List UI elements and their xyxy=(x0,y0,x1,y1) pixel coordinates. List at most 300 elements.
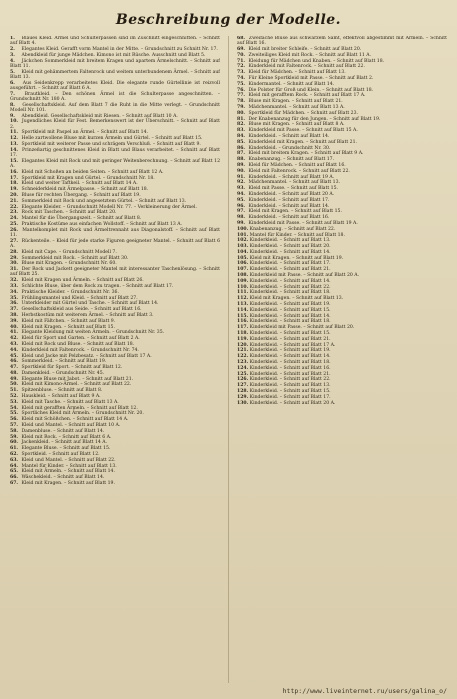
model-entry xyxy=(237,250,447,255)
model-entry xyxy=(10,119,220,129)
model-number: 47. xyxy=(10,365,18,371)
model-entry xyxy=(237,366,447,371)
model-number: 13. xyxy=(10,141,18,147)
model-entry xyxy=(10,36,220,46)
model-entry xyxy=(10,239,220,249)
model-number: 116. xyxy=(237,319,249,325)
model-number: 130. xyxy=(237,400,249,406)
model-description: Mantel für die Übergangszeit. – Schnitt auf Blatt 8. xyxy=(21,216,142,222)
model-number: 59. xyxy=(10,434,18,440)
model-entry xyxy=(10,53,220,58)
model-entry xyxy=(10,336,220,341)
model-description: Mantel für Kinder. – Schnitt auf Blatt 13. xyxy=(21,463,117,469)
model-entry xyxy=(237,331,447,336)
model-number: 83. xyxy=(237,128,245,134)
model-description: Kleid mit Rock und Bluse. – Schnitt auf Blatt 18. xyxy=(21,341,135,347)
model-entry xyxy=(10,354,220,359)
model-description: Kinderkleid. – Schnitt auf Blatt 18. xyxy=(249,290,331,296)
model-description: Blaues Kleid. Ärmel und Schulterpassen sind im Zuschnitt eingeschnitten. – Schnitt auf Blatt 4. xyxy=(10,36,220,47)
model-entry xyxy=(10,250,220,255)
model-number: 61. xyxy=(10,446,18,452)
model-description: Sportkleid mit Kragen und Gürtel. – Grundschnitt Nr. 18. xyxy=(21,175,155,181)
model-number: 15. xyxy=(10,158,18,164)
model-description: Kinderkleid. – Schnitt auf Blatt 18. xyxy=(249,319,331,325)
model-description: Kinderkleid mit Faltenrock. – Grundschnitt Nr. 74. xyxy=(21,347,139,353)
model-description: Kleid mit Ärmeln. – Schnitt auf Blatt 14. xyxy=(21,469,115,475)
model-number: 121. xyxy=(237,348,249,354)
model-description: Kinderkleid. – Schnitt auf Blatt 15. xyxy=(249,331,331,337)
page-title: Beschreibung der Modelle. xyxy=(115,12,342,28)
model-description: Kinderkleid mit Passe. – Schnitt auf Blatt 20 A. xyxy=(249,273,360,279)
model-number: 109. xyxy=(237,278,249,284)
model-entry xyxy=(10,130,220,135)
model-number: 68. xyxy=(237,36,245,41)
model-description: Kinderkleid mit Faltenrock. – Schnitt auf Blatt 22. xyxy=(248,64,365,70)
model-description: Kinderkleid. – Schnitt auf Blatt 22. xyxy=(249,377,331,383)
model-description: Bluse für rechten Übergang. – Schnitt auf Blatt 19. xyxy=(21,192,141,198)
model-entry xyxy=(10,325,220,330)
model-number: 119. xyxy=(237,336,249,342)
model-number: 90. xyxy=(237,168,245,174)
model-entry xyxy=(237,290,447,295)
model-entry xyxy=(237,325,447,330)
model-number: 73. xyxy=(237,70,245,76)
model-number: 14. xyxy=(10,147,18,153)
model-number: 79. xyxy=(237,104,245,110)
model-description: Kleid mit Tasche. – Schnitt auf Blatt 13 A. xyxy=(21,399,119,405)
model-number: 57. xyxy=(10,423,18,429)
model-entry xyxy=(237,47,447,52)
model-description: Kleid und Mantel. – Schnitt auf Blatt 10 A. xyxy=(21,423,121,429)
model-number: 40. xyxy=(10,324,18,330)
model-number: 33. xyxy=(10,283,18,289)
model-number: 10. xyxy=(10,119,18,125)
model-number: 82. xyxy=(237,122,245,128)
model-description: Schneiderkleid mit Ärmelpasse. – Schnitt auf Blatt 18. xyxy=(21,187,149,193)
model-description: Mantelkomplet mit Rock und Ärmeltrennaht aus Diagonalstoff. – Schnitt auf Blatt 11. xyxy=(10,227,220,238)
model-number: 37. xyxy=(10,307,18,313)
model-description: Kinderkleid. – Schnitt auf Blatt 19. xyxy=(249,302,331,308)
model-entry xyxy=(10,70,220,80)
model-number: 52. xyxy=(10,394,18,400)
model-number: 101. xyxy=(237,232,249,238)
model-number: 80. xyxy=(237,110,245,116)
model-description: Abendkleid. Gesellschaftskleid mit Riesen. – Schnitt auf Blatt 10 A. xyxy=(21,113,178,119)
model-description: Kinderkleid. – Schnitt auf Blatt 14. xyxy=(249,313,331,319)
model-entry xyxy=(237,383,447,388)
model-description: Kinderkleid. – Schnitt auf Blatt 22. xyxy=(249,284,331,290)
model-entry xyxy=(237,128,447,133)
model-number: 106. xyxy=(237,261,249,267)
model-number: 58. xyxy=(10,428,18,434)
model-number: 38. xyxy=(10,312,18,318)
model-description: Elegante Kleider. – Grundschnitt Modell Nr. 77. – Verkleinerung der Ärmel. xyxy=(21,204,197,210)
model-entry xyxy=(237,180,447,185)
model-description: Kinderkleid. – Schnitt auf Blatt 20 A. xyxy=(248,191,335,197)
model-entry xyxy=(10,440,220,445)
model-description: Wäschekleid. – Schnitt auf Blatt 14. xyxy=(21,475,105,481)
model-entry xyxy=(237,198,447,203)
model-description: Mantel für Kinder. – Schnitt auf Blatt 18. xyxy=(249,232,345,238)
model-number: 34. xyxy=(10,289,18,295)
model-number: 9. xyxy=(10,113,15,119)
column-divider xyxy=(228,36,229,683)
model-number: 11. xyxy=(10,130,18,136)
model-entry xyxy=(237,53,447,58)
model-entry xyxy=(237,348,447,353)
model-entry xyxy=(10,148,220,158)
model-entry xyxy=(237,88,447,93)
model-description: Praktische Kleider. – Grundschnitt Nr. 36. xyxy=(21,289,119,295)
model-number: 16. xyxy=(10,169,18,175)
model-description: Brautkleid. – Den schönen Ärmel ist die Schulterpasse angeschnitten. – Grundschnitt Nr. 180 A. xyxy=(10,91,220,102)
model-description: Kinderkleid. – Schnitt auf Blatt 14. xyxy=(248,203,330,209)
model-entry xyxy=(10,411,220,416)
model-number: 88. xyxy=(237,157,245,163)
model-description: Kinderkleid. – Grundschnitt Nr. 30. xyxy=(248,145,331,151)
model-description: Prinzeßartig geschnittenes Kleid in Blatt und Blaus verarbeitet. – Schnitt auf Blatt 17. xyxy=(10,147,220,158)
model-number: 70. xyxy=(237,52,245,58)
model-description: Elegante Bluse mit Jabot. – Schnitt auf Blatt 21. xyxy=(21,376,134,382)
model-number: 35. xyxy=(10,295,18,301)
model-description: Sommerkleid. – Schnitt auf Blatt 19. xyxy=(21,359,107,365)
model-description: Kleid mit Kimono-Ärmel. – Schnitt auf Blatt 22. xyxy=(21,382,132,388)
model-description: Sportliches Kleid mit Ärmeln. – Grundschnitt Nr. 20. xyxy=(21,411,144,417)
model-description: Kleid mit Kragen. – Schnitt auf Blatt 15. xyxy=(248,209,342,215)
left-column xyxy=(10,36,220,683)
model-entry xyxy=(10,452,220,457)
model-entry xyxy=(237,140,447,145)
model-number: 64. xyxy=(10,463,18,469)
model-number: 19. xyxy=(10,187,18,193)
model-number: 86. xyxy=(237,145,245,151)
model-entry xyxy=(237,401,447,406)
model-entry xyxy=(237,227,447,232)
model-number: 65. xyxy=(10,469,18,475)
model-number: 18. xyxy=(10,181,18,187)
model-number: 36. xyxy=(10,301,18,307)
model-entry xyxy=(237,389,447,394)
model-description: Zweiteiliges Kleid mit Rock. – Schnitt auf Blatt 11 A. xyxy=(248,52,372,58)
model-description: Kleid mit gerafften Ärmeln. – Schnitt auf Blatt 12. xyxy=(21,405,138,411)
model-entry xyxy=(10,210,220,215)
model-entry xyxy=(10,284,220,289)
model-number: 78. xyxy=(237,99,245,105)
model-description: Zweifache Bluse aus schwarzem Samt, effektvoll abgestimmt mit Ärmeln. – Schnitt auf Blatt 16. xyxy=(237,36,447,47)
model-description: Helle zartwollene Bluse mit kurzen Ärmeln und Gürtel. – Schnitt auf Blatt 15. xyxy=(21,136,203,142)
model-entry xyxy=(237,319,447,324)
model-entry xyxy=(10,267,220,277)
model-entry xyxy=(10,423,220,428)
model-number: 112. xyxy=(237,296,249,302)
model-number: 93. xyxy=(237,186,245,192)
model-number: 56. xyxy=(10,417,18,423)
model-description: Kleid mit gerafftem Rock. – Schnitt auf Blatt 17 A. xyxy=(248,93,366,99)
model-number: 103. xyxy=(237,244,249,250)
model-description: Kleid mit Passe. – Schnitt auf Blatt 15. xyxy=(248,186,338,192)
model-number: 129. xyxy=(237,394,249,400)
model-description: Elegante Kleidung mit weiten Ärmeln. – Grundschnitt Nr. 35. xyxy=(21,330,165,336)
model-entry xyxy=(10,417,220,422)
model-number: 7. xyxy=(10,91,15,97)
model-description: Kleidung für Mädchen und Knaben. – Schnitt auf Blatt 18. xyxy=(248,58,385,64)
model-entry xyxy=(10,342,220,347)
model-description: Knabenanzug. – Schnitt auf Blatt 22. xyxy=(249,226,336,232)
model-number: 115. xyxy=(237,313,249,319)
model-entry xyxy=(10,481,220,486)
model-entry xyxy=(10,159,220,169)
model-entry xyxy=(10,330,220,335)
model-entry xyxy=(237,279,447,284)
model-entry xyxy=(237,377,447,382)
model-number: 77. xyxy=(237,93,245,99)
model-number: 46. xyxy=(10,359,18,365)
model-entry xyxy=(237,302,447,307)
model-entry xyxy=(10,429,220,434)
model-number: 72. xyxy=(237,64,245,70)
model-entry xyxy=(237,157,447,162)
model-entry xyxy=(10,446,220,451)
model-number: 50. xyxy=(10,382,18,388)
model-number: 111. xyxy=(237,290,249,296)
model-number: 108. xyxy=(237,273,249,279)
model-description: Schlichte Bluse, über dem Rock zu tragen. – Schnitt auf Blatt 17. xyxy=(21,283,174,289)
model-description: Kinderkleid. – Schnitt auf Blatt 13. xyxy=(249,383,331,389)
model-number: 104. xyxy=(237,249,249,255)
model-number: 27. xyxy=(10,238,18,244)
model-number: 91. xyxy=(237,174,245,180)
model-number: 21. xyxy=(10,198,18,204)
model-description: Sommerkleid mit Rock und angesetztem Gürtel. – Schnitt auf Blatt 13. xyxy=(21,198,187,204)
model-number: 54. xyxy=(10,405,18,411)
model-entry xyxy=(10,469,220,474)
model-description: Kleid mit Kragen. – Schnitt auf Blatt 19. xyxy=(249,255,344,261)
model-number: 25. xyxy=(10,221,18,227)
model-description: Hauskleid. – Schnitt auf Blatt 9 A. xyxy=(21,394,101,400)
model-number: 48. xyxy=(10,370,18,376)
model-number: 67. xyxy=(10,481,18,487)
model-description: Kinderkleid. – Schnitt auf Blatt 21. xyxy=(249,336,331,342)
model-description: Sportkleid mit weiterer Passe und schrägem Verschluß. – Schnitt auf Blatt 9. xyxy=(21,141,201,147)
model-number: 71. xyxy=(237,58,245,64)
model-entry xyxy=(237,395,447,400)
model-description: Kleid mit Kragen. – Schnitt auf Blatt 15. xyxy=(21,324,115,330)
model-number: 126. xyxy=(237,377,249,383)
model-number: 75. xyxy=(237,81,245,87)
model-entry xyxy=(237,238,447,243)
model-description: Kinderkleid. – Schnitt auf Blatt 14. xyxy=(248,133,330,139)
model-entry xyxy=(237,204,447,209)
model-description: Elegantes Kleid. Gerafft vorm Mantel in der Mitte. – Grundschnitt zu Schnitt Nr. 17. xyxy=(21,47,218,52)
model-entry xyxy=(237,360,447,365)
model-number: 85. xyxy=(237,139,245,145)
model-number: 107. xyxy=(237,267,249,273)
model-number: 12. xyxy=(10,136,18,142)
model-description: Kinderkleid. – Schnitt auf Blatt 17. xyxy=(248,197,330,203)
model-number: 98. xyxy=(237,215,245,221)
model-number: 28. xyxy=(10,249,18,255)
model-entry xyxy=(237,267,447,272)
model-number: 87. xyxy=(237,151,245,157)
model-description: Sportkleid für Mädchen. – Schnitt auf Blatt 23. xyxy=(248,110,358,116)
model-entry xyxy=(10,290,220,295)
model-description: Kindermantel. – Schnitt auf Blatt 14. xyxy=(248,81,335,87)
model-entry xyxy=(10,400,220,405)
model-entry xyxy=(237,36,447,46)
model-number: 127. xyxy=(237,383,249,389)
model-number: 117. xyxy=(237,325,249,331)
right-column xyxy=(237,36,447,683)
model-description: Jäckchen Sommerkleid mit breitem Kragen und apartem Ärmelschnitt. – Schnitt auf Blatt 11. xyxy=(10,58,220,69)
model-entry xyxy=(10,142,220,147)
model-entry xyxy=(10,170,220,175)
model-number: 39. xyxy=(10,318,18,324)
model-entry xyxy=(237,122,447,127)
model-number: 97. xyxy=(237,209,245,215)
model-entry xyxy=(10,216,220,221)
model-entry xyxy=(10,222,220,227)
model-entry xyxy=(10,103,220,113)
model-description: Kinderkleid. – Schnitt auf Blatt 20 A. xyxy=(249,400,336,406)
model-description: Kinderkleid. – Schnitt auf Blatt 17. xyxy=(249,394,331,400)
model-description: Der Knabenanzug für den Jungen. – Schnitt auf Blatt 19. xyxy=(248,116,381,122)
model-description: Gesellschaftskleid. Auf dem Blatt 7 die Ruht in die Mitte verlegt. – Grundschnitt Modell Nr. 101. xyxy=(10,102,220,113)
model-entry xyxy=(237,93,447,98)
model-entry xyxy=(10,313,220,318)
model-description: Kleid mit Kragen. – Schnitt auf Blatt 19. xyxy=(21,481,115,487)
model-number: 113. xyxy=(237,302,249,308)
model-entry xyxy=(10,394,220,399)
model-description: Kinderkleid. – Schnitt auf Blatt 21. xyxy=(249,267,331,273)
model-number: 76. xyxy=(237,87,245,93)
model-entry xyxy=(237,99,447,104)
model-description: Kleid für Sport und Garten. – Schnitt auf Blatt 2 A. xyxy=(21,336,140,342)
model-description: Damenbluse. – Schnitt auf Blatt 14. xyxy=(21,428,105,434)
model-entry xyxy=(237,308,447,313)
model-number: 49. xyxy=(10,376,18,382)
model-number: 55. xyxy=(10,411,18,417)
model-description: Kinderkleid. – Schnitt auf Blatt 21. xyxy=(249,371,331,377)
model-entry xyxy=(237,82,447,87)
model-description: Kinderkleid. – Schnitt auf Blatt 16. xyxy=(248,215,330,221)
source-url[interactable]: http://www.liveinternet.ru/users/galina_o/ xyxy=(282,687,447,695)
model-description: Kleid mit gehämmertem Faltenrock und weitem unterbundenem Ärmel. – Schnitt auf Blatt 13. xyxy=(10,69,220,80)
model-entry xyxy=(10,181,220,186)
model-number: 74. xyxy=(237,75,245,81)
model-number: 42. xyxy=(10,336,18,342)
model-description: Kinderkleid. – Schnitt auf Blatt 15. xyxy=(249,307,331,313)
model-entry xyxy=(10,261,220,266)
model-entry xyxy=(10,382,220,387)
model-number: 94. xyxy=(237,191,245,197)
model-entry xyxy=(10,81,220,91)
model-description: Bluse mit Kragen. – Schnitt auf Blatt 8 A. xyxy=(248,122,345,128)
model-description: Kleid mit breitem Kragen. – Schnitt auf Blatt 9 A. xyxy=(248,151,364,157)
model-description: Kleid und Jacke mit Pelzbesatz. – Schnitt auf Blatt 17 A. xyxy=(21,353,152,359)
model-number: 123. xyxy=(237,360,249,366)
model-description: Kinderkleid. – Schnitt auf Blatt 16. xyxy=(249,365,331,371)
model-description: Kleid mit Rock. – Schnitt auf Blatt 6 A. xyxy=(21,434,112,440)
two-column-layout xyxy=(10,36,447,683)
model-entry xyxy=(10,296,220,301)
model-entry xyxy=(10,348,220,353)
model-number: 96. xyxy=(237,203,245,209)
model-entry xyxy=(237,354,447,359)
model-description: Jackenkleid. – Schnitt auf Blatt 14 A. xyxy=(21,440,108,446)
model-description: Kinderkleid. – Schnitt auf Blatt 18. xyxy=(249,360,331,366)
model-description: Bluse mit Kragen. – Grundschnitt Nr. 60. xyxy=(21,261,117,267)
model-entry xyxy=(10,59,220,69)
model-number: 2. xyxy=(10,47,15,52)
model-entry xyxy=(10,301,220,306)
model-number: 84. xyxy=(237,133,245,139)
model-number: 100. xyxy=(237,226,249,232)
model-number: 31. xyxy=(10,267,18,273)
model-entry xyxy=(237,134,447,139)
model-entry xyxy=(237,296,447,301)
model-number: 66. xyxy=(10,475,18,481)
model-description: Rock mit Taschen. – Schnitt auf Blatt 20. xyxy=(21,210,117,216)
model-number: 24. xyxy=(10,216,18,222)
model-entry xyxy=(10,228,220,238)
model-entry xyxy=(237,273,447,278)
model-entry xyxy=(237,175,447,180)
model-number: 41. xyxy=(10,330,18,336)
model-entry xyxy=(237,163,447,168)
model-description: Kinderkleid. – Schnitt auf Blatt 15. xyxy=(249,389,331,395)
model-number: 81. xyxy=(237,116,245,122)
model-entry xyxy=(237,261,447,266)
model-number: 43. xyxy=(10,341,18,347)
model-description: Gesellschaftskleid aus Seide. – Schnitt auf Blatt 16. xyxy=(21,307,142,313)
model-entry xyxy=(10,365,220,370)
model-description: Damenkleid. – Grundschnitt Nr. 45. xyxy=(21,370,105,376)
model-number: 122. xyxy=(237,354,249,360)
model-number: 53. xyxy=(10,399,18,405)
model-description: Sommerkleid mit Rock. – Schnitt auf Blatt 30. xyxy=(21,255,129,261)
model-description: Kinderkleid. – Schnitt auf Blatt 17 A. xyxy=(249,342,336,348)
model-description: Frühlingsmantel und Kleid. – Schnitt auf Blatt 27. xyxy=(21,295,138,301)
model-number: 69. xyxy=(237,47,245,52)
model-description: Kleid mit Kragen und Ärmeln. – Schnitt auf Blatt 26. xyxy=(21,278,144,284)
model-entry xyxy=(10,205,220,210)
model-number: 3. xyxy=(10,52,15,58)
model-description: Bluse mit Kragen. – Schnitt auf Blatt 21. xyxy=(248,99,343,105)
model-number: 51. xyxy=(10,388,18,394)
model-number: 8. xyxy=(10,102,15,108)
model-entry xyxy=(10,458,220,463)
model-entry xyxy=(237,105,447,110)
model-description: Kleid mit Schößchen. – Schnitt auf Blatt 14 A. xyxy=(21,417,129,423)
model-description: Kinderkleid. – Schnitt auf Blatt 17. xyxy=(249,261,331,267)
model-description: Kleid für Mädchen. – Schnitt auf Blatt 13. xyxy=(248,70,346,76)
model-description: Kleid mit Schoßen an beiden Seiten. – Schnitt auf Blatt 12 A. xyxy=(21,169,164,175)
model-description: Die Polster für Groß und Klein. – Schnitt auf Blatt 18. xyxy=(248,87,374,93)
model-entry xyxy=(10,187,220,192)
model-description: Aus Seidenkrepp verarbeitetes Kleid. Die elegante runde Gürtellinie ist reizvoll ausgeführt. – Schnitt auf Blatt 6 A. xyxy=(10,80,220,91)
model-entry xyxy=(10,359,220,364)
model-description: Sportkleid für Sport. – Schnitt auf Blatt 12. xyxy=(21,365,123,371)
model-description: Jugendliches Kleid für Fest. Bemerkenswert ist der Überschnitt. – Schnitt auf Blatt 2. xyxy=(10,119,220,130)
model-number: 110. xyxy=(237,284,249,290)
model-entry xyxy=(237,209,447,214)
model-entry xyxy=(237,215,447,220)
model-entry xyxy=(10,307,220,312)
model-description: Unterkleider mit Gürtel und Tasche. – Schnitt auf Blatt 14. xyxy=(21,301,159,307)
model-number: 62. xyxy=(10,452,18,458)
model-number: 63. xyxy=(10,457,18,463)
model-entry xyxy=(237,169,447,174)
